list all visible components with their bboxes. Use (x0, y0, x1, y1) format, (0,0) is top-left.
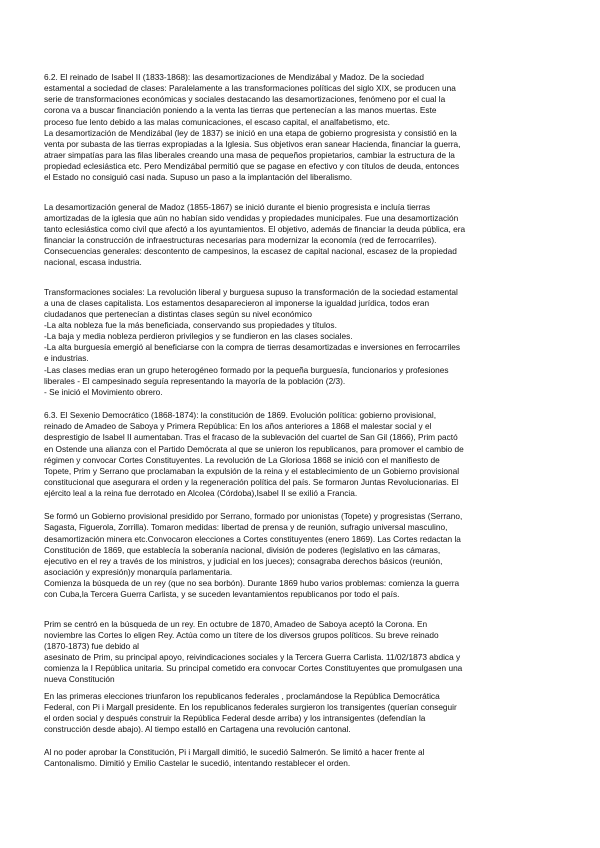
text-line: amortizadas de la iglesia que aún no habían sido vendidas y propiedades municipales. Fue una desamortización (44, 212, 459, 223)
text-line: Constitución de 1869, que establecía la soberanía nacional, división de poderes (legislativo en las cámaras, (44, 544, 441, 555)
paragraph-spacer (44, 398, 556, 410)
text-line: en Ostende una alianza con el Partido Demócrata al que se unieron los republicanos, para promover el cambio de (44, 443, 464, 454)
text-line: asociación y expresión)y monarquía parlamentaria. (44, 567, 233, 578)
text-line: atraer simpatías para las filas liberales creando una masa de pequeños propietarios, cambiar la estructura de la (44, 150, 455, 161)
text-line: -La alta nobleza fue la más beneficiada, conservando sus propiedades y títulos. (44, 319, 337, 330)
text-line: nueva Constitución (44, 674, 115, 685)
paragraph-spacer (44, 499, 556, 511)
text-line: noviembre las Cortes lo eligen Rey. Actúa como un títere de los diversos grupos políticos. Su breve reinado (44, 629, 439, 640)
paragraph-reinado-isabel (44, 72, 556, 128)
text-line: La desamortización de Mendizábal (ley de 1837) se inició en una etapa de gobierno progresista y consistió en la (44, 127, 457, 138)
text-line: régimen y convocar Cortes Constituyentes. La revolución de La Gloriosa 1868 se inició con el manifiesto de (44, 454, 440, 465)
text-line: - Se inició el Movimiento obrero. (44, 386, 163, 397)
paragraph-salmeron-castelar (44, 747, 556, 769)
text-line: -La alta burguesía emergió al beneficiarse con la compra de tierras desamortizadas e inversiones en ferrocarriles (44, 342, 460, 353)
text-line: asesinato de Prim, su principal apoyo, reivindicaciones sociales y la Tercera Guerra Carlista. 11/02/1873 abdica y (44, 652, 461, 663)
paragraph-spacer (44, 184, 556, 202)
text-line: (1870-1873) fue debido al (44, 640, 140, 651)
text-line: financiar la construcción de infraestructuras necesarias para modernizar la economía (red de ferrocarriles). (44, 235, 437, 246)
text-line: venta por subasta de las tierras expropiadas a la Iglesia. Sus objetivos eran sanear Hacienda, financiar la guerra, (44, 138, 461, 149)
text-line: -Las clases medias eran un grupo heterogéneo formado por la pequeña burguesía, funcionarios y profesiones (44, 364, 449, 375)
text-line: Federal, con Pi i Margall presidente. En los republicanos federales surgieron los transigentes (querían conseguir (44, 701, 457, 712)
text-line: reinado de Amadeo de Saboya y Primera República: En los años anteriores a 1868 el malestar social y el (44, 421, 432, 432)
text-line: Se formó un Gobierno provisional presidido por Serrano, formado por unionistas (Topete) y progresistas (Serrano, (44, 511, 463, 522)
text-line: La desamortización general de Madoz (1855-1867) se inició durante el bienio progresista e incluía tierras (44, 201, 431, 212)
paragraph-spacer (44, 601, 556, 619)
paragraph-amadeo (44, 619, 556, 686)
text-line: constitucional que asegurara el orden y la regeneración política del país. Se formaron Juntas Revolucionarias. El (44, 477, 459, 487)
text-line: 6.2. El reinado de Isabel II (1833-1868): las desamortizaciones de Mendizábal y Madoz. De la sociedad (44, 72, 425, 82)
text-line: Topete, Prim y Serrano que proclamaban la expulsión de la reina y el establecimiento de un Gobierno provisional (44, 465, 460, 476)
text-line: nacional, escasa industria. (44, 257, 142, 268)
text-line: desprestigio de Isabel II aumentaban. Tras el fracaso de la sublevación del cuartel de San Gil (1866), Prim pactó (44, 432, 458, 443)
text-line: 6.3. El Sexenio Democrático (1868-1874): la constitución de 1869. Evolución política: gobierno provisional, (44, 410, 437, 421)
text-line: comienza la I República unitaria. Su principal cometido era convocar Cortes Constituyentes que promulgasen una (44, 663, 463, 674)
text-line: Transformaciones sociales: La revolución liberal y burguesa supuso la transformación de la sociedad estamental (44, 286, 458, 297)
text-line: propiedad eclesiástica etc. Pero Mendizábal permitió que se pagase en efectivo y con títulos de deuda, entonces (44, 161, 460, 172)
text-line: el Estado no consiguió casi nada. Supuso un paso a la implantación del liberalismo. (44, 172, 353, 183)
text-line: el orden social y después construir la República Federal desde arriba) y los intransigentes (defendían la (44, 712, 426, 723)
paragraph-transformaciones-sociales (44, 287, 556, 399)
text-line: Sagasta, Figuerola, Zorrilla). Tomaron medidas: libertad de prensa y de reunión, sufragio universal masculino, (44, 522, 448, 533)
text-line: desamortización minera etc.Convocaron elecciones a Cortes constituyentes (enero 1869). Las Cortes redactan la (44, 533, 461, 544)
text-line: Al no poder aprobar la Constitución, Pi i Margall dimitió, le sucedió Salmerón. Se limitó a hacer frente al (44, 747, 425, 758)
text-line: Cantonalismo. Dimitió y Emilio Castelar le sucedió, intentando restablecer el orden. (44, 758, 351, 769)
text-line: Comienza la búsqueda de un rey (que no sea borbón). Durante 1869 hubo varios problemas: comienza la guerra (44, 578, 460, 589)
paragraph-primera-republica (44, 691, 556, 736)
text-line: construcción desde abajo). Al tiempo estalló en Cartagena una revolución cantonal. (44, 723, 351, 734)
paragraph-madoz (44, 202, 556, 269)
text-line: ejecutivo en el rey a través de los ministros, y judicial en los jueces); consagraba derechos básicos (reunión, (44, 555, 443, 566)
text-line: En las primeras elecciones triunfaron los republicanos federales , proclamándose la República Democrática (44, 690, 440, 701)
paragraph-gobierno-provisional (44, 511, 556, 600)
text-line: a una de clases capitalista. Los estamentos desaparecieron al imponerse la igualdad jurídica, todos eran (44, 297, 430, 308)
paragraph-mendizabal (44, 128, 556, 184)
text-line: proceso fue lento debido a las malas comunicaciones, el escaso capital, el analfabetismo, etc. (44, 116, 390, 127)
paragraph-spacer (44, 269, 556, 287)
text-line: liberales - El campesinado seguía representando la mayoría de la población (2/3). (44, 375, 346, 386)
text-line: tanto eclesiástica como civil que afectó a los ayuntamientos. El objetivo, además de financiar la deuda pública, era (44, 223, 466, 234)
paragraph-spacer (44, 735, 556, 747)
text-line: Consecuencias generales: descontento de campesinos, la escasez de capital nacional, escasez de la propiedad (44, 246, 457, 257)
text-line: con Cuba,la Tercera Guerra Carlista, y se suceden levantamientos republicanos por todo el país. (44, 589, 400, 600)
text-line: ejército leal a la reina fue derrotado en Alcolea (Córdoba),Isabel II se exilió a Francia. (44, 488, 358, 499)
text-line: Prim se centró en la búsqueda de un rey. En octubre de 1870, Amadeo de Saboya aceptó la Corona. En (44, 618, 428, 629)
paragraph-sexenio (44, 410, 556, 499)
text-line: corona va a buscar financiación poniendo a la venta las tierras que pertenecían a las manos muertas. Este (44, 105, 437, 116)
text-line: -La baja y media nobleza perdieron privilegios y se fundieron en las clases sociales. (44, 331, 353, 342)
text-line: ciudadanos que pertenecían a distintas clases según su nivel económico (44, 308, 312, 319)
text-line: estamental a sociedad de clases: Paralelamente a las transformaciones políticas del siglo XIX, se producen una (44, 83, 456, 94)
text-line: serie de transformaciones económicas y sociales destacando las desamortizaciones, fenómeno por el cual la (44, 94, 446, 105)
text-line: e industrias. (44, 353, 89, 364)
